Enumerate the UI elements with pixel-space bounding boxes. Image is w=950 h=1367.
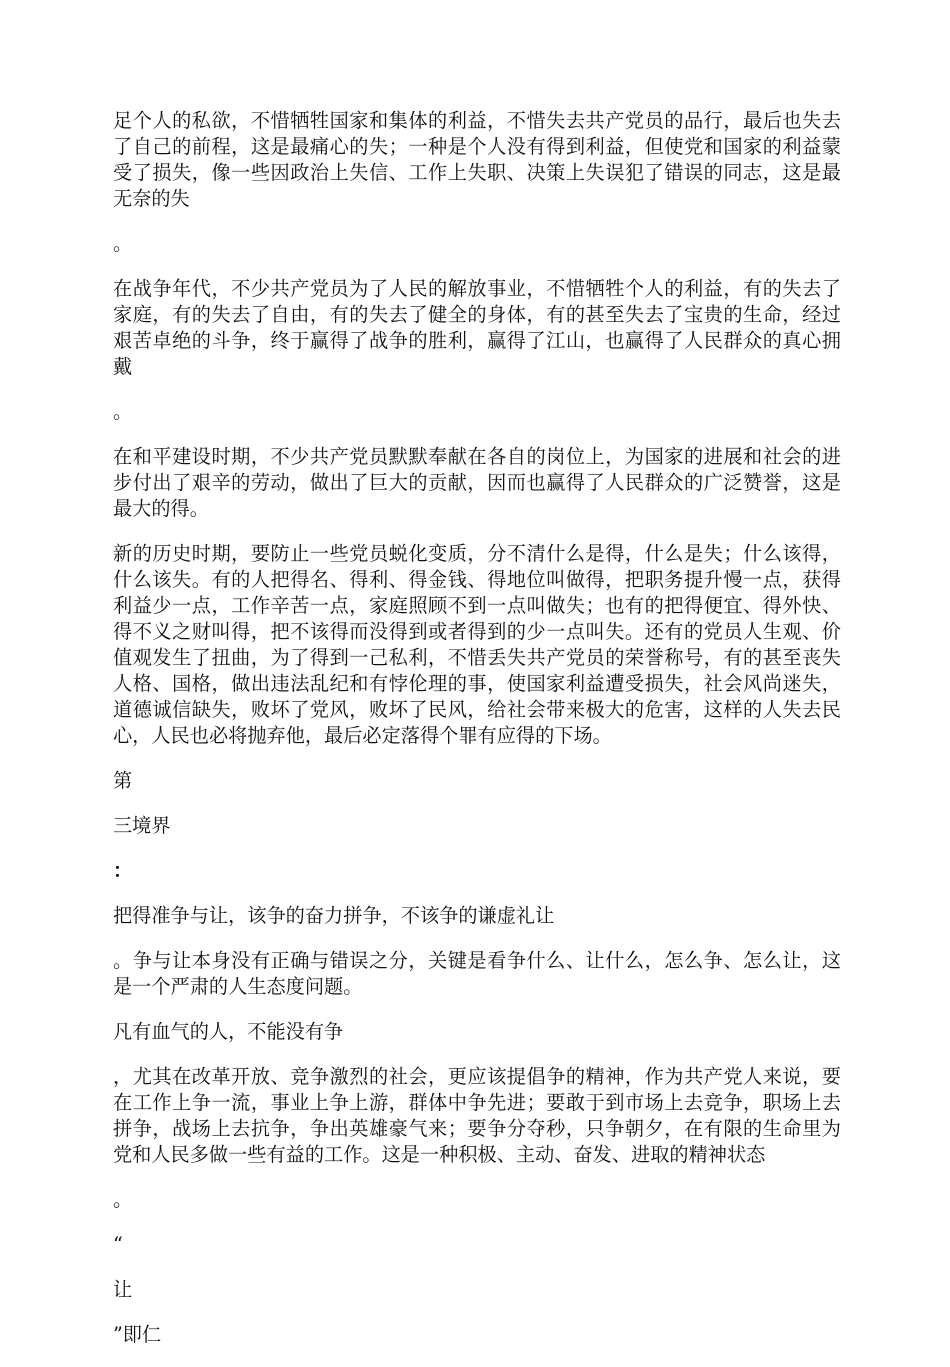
paragraph-section-number: 第 (113, 769, 133, 792)
paragraph-colon: ： (113, 859, 133, 882)
paragraph-period-1: 。 (113, 232, 133, 255)
paragraph-reform-competition: ，尤其在改革开放、竞争激烈的社会，更应该提倡争的精神，作为共产党人来说，要在工作上争一流，事业上争上游，群体中争先进；要敢于到市场上去竞争，职场上去拼争，战场上去抗争，争出英雄豪气来；要争分夺秒，只争朝夕，在有限的生命里为党和人民多做一些有益的工作。这是一种积极、主动、奋发、进取的精神状态 (113, 1065, 841, 1166)
paragraph-peace-construction: 在和平建设时期，不少共产党员默默奉献在各自的岗位上，为国家的进展和社会的进步付出了艰辛的劳动，做出了巨大的贡献，因而也赢得了人民群众的广泛赞誉，这是最大的得。 (113, 445, 841, 520)
document-page (113, 108, 841, 1367)
paragraph-contend-and-yield: 把得准争与让，该争的奋力拼争，不该争的谦虚礼让 (113, 904, 555, 927)
paragraph-loss-types: 足个人的私欲，不惜牺牲国家和集体的利益，不惜失去共产党员的品行，最后也失去了自己的前程，这是最痛心的失；一种是个人没有得到利益，但使党和国家的利益蒙受了损失，像一些因政治上失信、工作上失职、决策上失误犯了错误的同志，这是最无奈的失 (113, 109, 841, 210)
paragraph-period-3: 。 (113, 1188, 133, 1211)
paragraph-benevolence: ”即仁 (113, 1323, 162, 1346)
paragraph-blood-spirit: 凡有血气的人，不能没有争 (113, 1020, 344, 1043)
paragraph-yield: 让 (113, 1278, 133, 1301)
paragraph-war-years: 在战争年代，不少共产党员为了人民的解放事业，不惜牺牲个人的利益，有的失去了家庭，有的失去了自由，有的失去了健全的身体，有的甚至失去了宝贵的生命，经过艰苦卓绝的斗争，终于赢得了战争的胜利，赢得了江山，也赢得了人民群众的真心拥戴 (113, 277, 841, 378)
paragraph-open-quote: “ (113, 1233, 123, 1256)
paragraph-new-era: 新的历史时期，要防止一些党员蜕化变质，分不清什么是得，什么是失；什么该得，什么该失。有的人把得名、得利、得金钱、得地位叫做得，把职务提升慢一点，获得利益少一点，工作辛苦一点，家庭照顾不到一点叫做失；也有的把得便宜、得外快、得不义之财叫得，把不该得而没得到或者得到的少一点叫失。还有的党员人生观、价值观发生了扭曲，为了得到一己私利，不惜丢失共产党员的荣誉称号，有的甚至丧失人格、国格，做出违法乱纪和有悖伦理的事，使国家利益遭受损失，社会风尚迷失，道德诚信缺失，败坏了党风，败坏了民风，给社会带来极大的危害，这样的人失去民心，人民也必将抛弃他，最后必定落得个罪有应得的下场。 (113, 542, 841, 747)
paragraph-period-2: 。 (113, 400, 133, 423)
paragraph-attitude-question: 。争与让本身没有正确与错误之分，关键是看争什么、让什么，怎么争、怎么让，这是一个严肃的人生态度问题。 (113, 949, 841, 998)
paragraph-third-realm: 三境界 (113, 814, 171, 837)
